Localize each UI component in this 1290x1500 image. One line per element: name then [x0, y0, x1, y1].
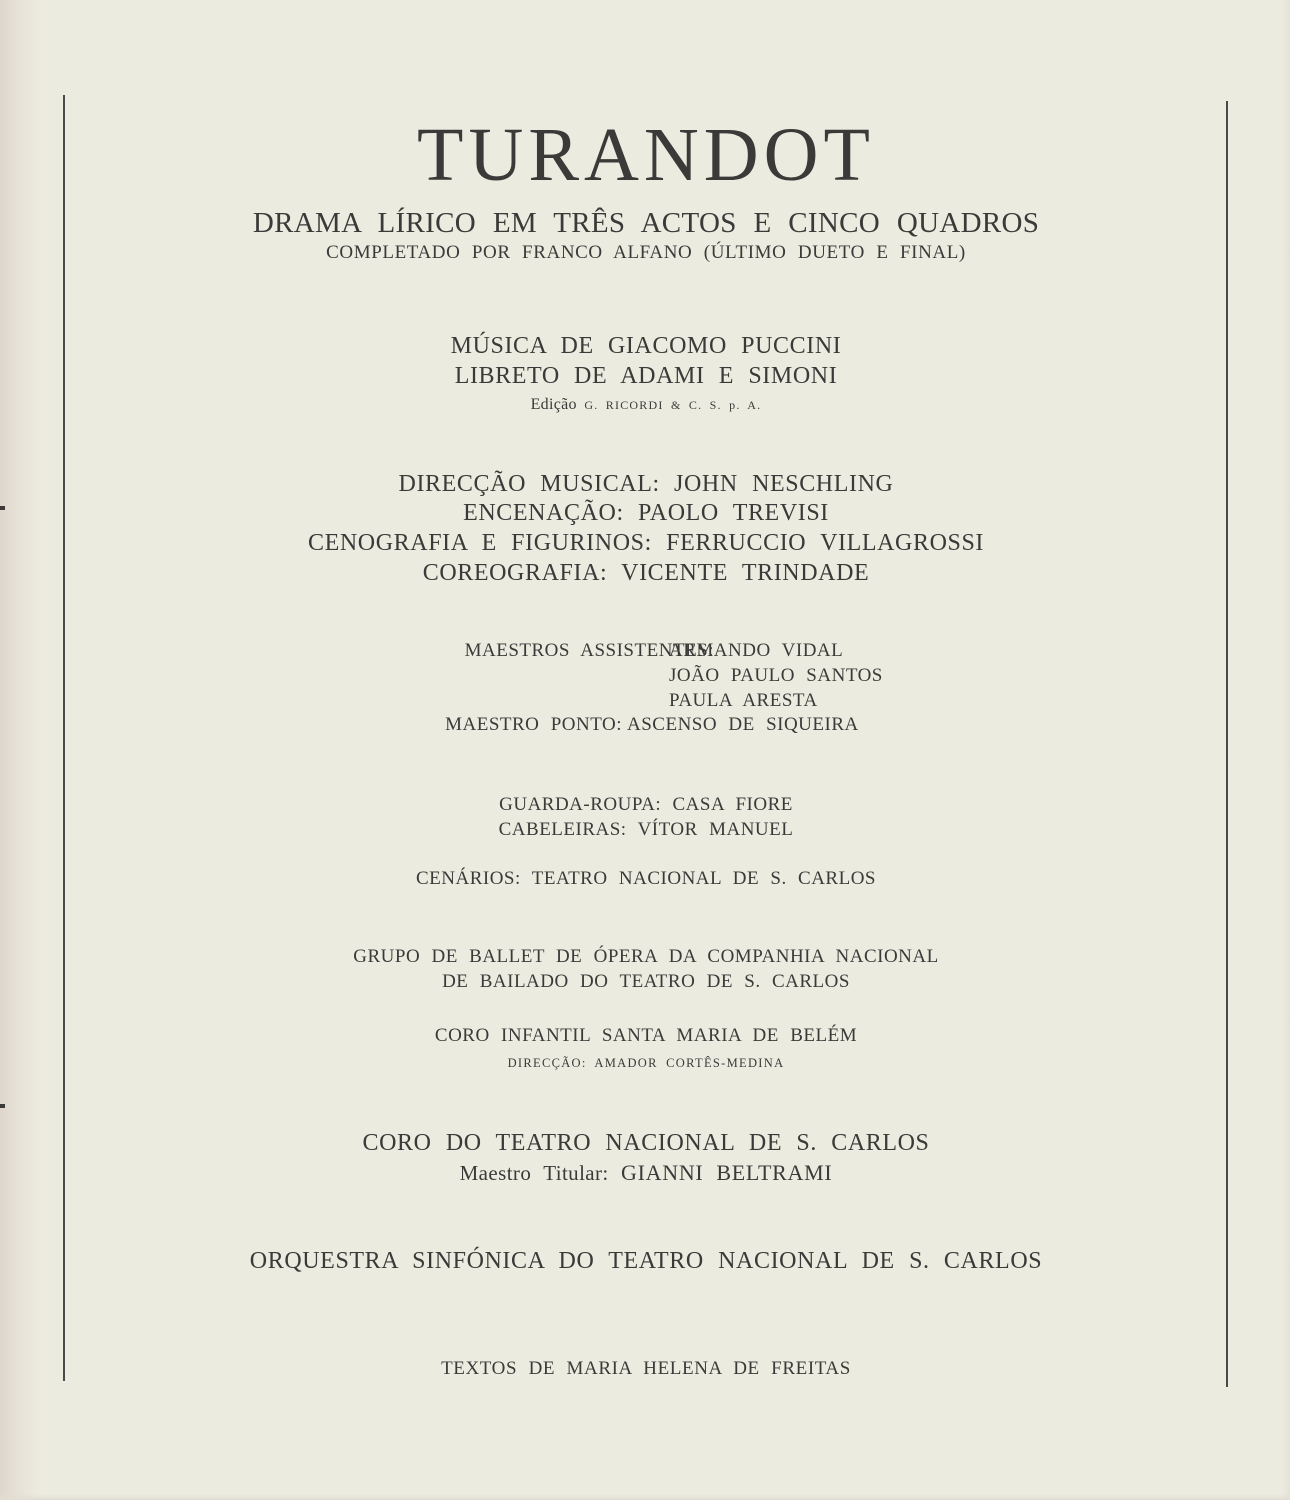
completion-note: COMPLETADO POR FRANCO ALFANO (ÚLTIMO DUETO E FINAL)	[326, 242, 966, 263]
page-edge-shadow	[1282, 0, 1290, 1500]
orchestra-credit: ORQUESTRA SINFÓNICA DO TEATRO NACIONAL DE S. CARLOS	[249, 1248, 1043, 1274]
ballet-credit-line2: DE BAILADO DO TEATRO DE S. CARLOS	[442, 971, 850, 992]
credit-sets-costumes	[66, 528, 1226, 558]
binding-mark	[0, 1104, 5, 1108]
sets-credit: CENÁRIOS: TEATRO NACIONAL DE S. CARLOS	[415, 868, 877, 889]
edition-publisher: G. RICORDI & C. S. p. A.	[584, 398, 762, 412]
credit-role: DIRECÇÃO MUSICAL:	[398, 471, 660, 497]
assistants-block	[66, 639, 1226, 749]
texts-credit: TEXTOS DE MARIA HELENA DE FREITAS	[441, 1358, 851, 1379]
assistant-conductor: PAULA ARESTA	[669, 690, 818, 711]
children-choir: CORO INFANTIL SANTA MARIA DE BELÉM	[434, 1025, 858, 1046]
libretto-credit: LIBRETO DE ADAMI E SIMONI	[454, 363, 838, 389]
credit-name: PAOLO TREVISI	[638, 500, 829, 526]
credit-choreography	[66, 558, 1226, 588]
page-binding-shadow	[0, 0, 40, 1500]
edition-credit	[66, 395, 1226, 415]
credit-name: VICENTE TRINDADE	[621, 560, 870, 586]
choir-director-label: Maestro Titular:	[459, 1161, 609, 1185]
credit-musical-direction	[66, 469, 1226, 499]
children-choir-direction: DIRECÇÃO: AMADOR CORTÊS-MEDINA	[507, 1056, 785, 1070]
choir-credit: CORO DO TEATRO NACIONAL DE S. CARLOS	[362, 1130, 930, 1156]
programme-page	[66, 0, 1226, 1500]
assistant-conductor: JOÃO PAULO SANTOS	[669, 665, 883, 686]
choir-director-name: GIANNI BELTRAMI	[621, 1160, 833, 1185]
credit-role: COREOGRAFIA:	[422, 560, 608, 586]
wigs-credit: CABELEIRAS: VÍTOR MANUEL	[498, 819, 794, 840]
edition-label: Edição	[530, 396, 577, 413]
choir-director	[66, 1159, 1226, 1187]
credit-name: JOHN NESCHLING	[674, 471, 894, 497]
credit-role: CENOGRAFIA E FIGURINOS:	[307, 530, 652, 556]
assistant-conductor: ARMANDO VIDAL	[669, 640, 844, 661]
costumes-credit: GUARDA-ROUPA: CASA FIORE	[499, 794, 793, 815]
credit-role: ENCENAÇÃO:	[463, 500, 624, 526]
assistant-conductors-label: MAESTROS ASSISTENTES:	[464, 640, 714, 661]
music-credit: MÚSICA DE GIACOMO PUCCINI	[450, 333, 842, 359]
binding-mark	[0, 506, 5, 510]
credit-staging	[66, 498, 1226, 528]
credit-name: FERRUCCIO VILLAGROSSI	[666, 530, 985, 556]
left-vertical-rule	[63, 95, 65, 1381]
opera-title: TURANDOT	[417, 113, 875, 197]
right-vertical-rule	[1226, 101, 1228, 1387]
prompter-label: MAESTRO PONTO:	[445, 714, 622, 735]
ballet-credit-line1: GRUPO DE BALLET DE ÓPERA DA COMPANHIA NACIONAL	[353, 946, 939, 967]
prompter-name: ASCENSO DE SIQUEIRA	[627, 714, 859, 735]
opera-subtitle: DRAMA LÍRICO EM TRÊS ACTOS E CINCO QUADROS	[252, 207, 1040, 239]
